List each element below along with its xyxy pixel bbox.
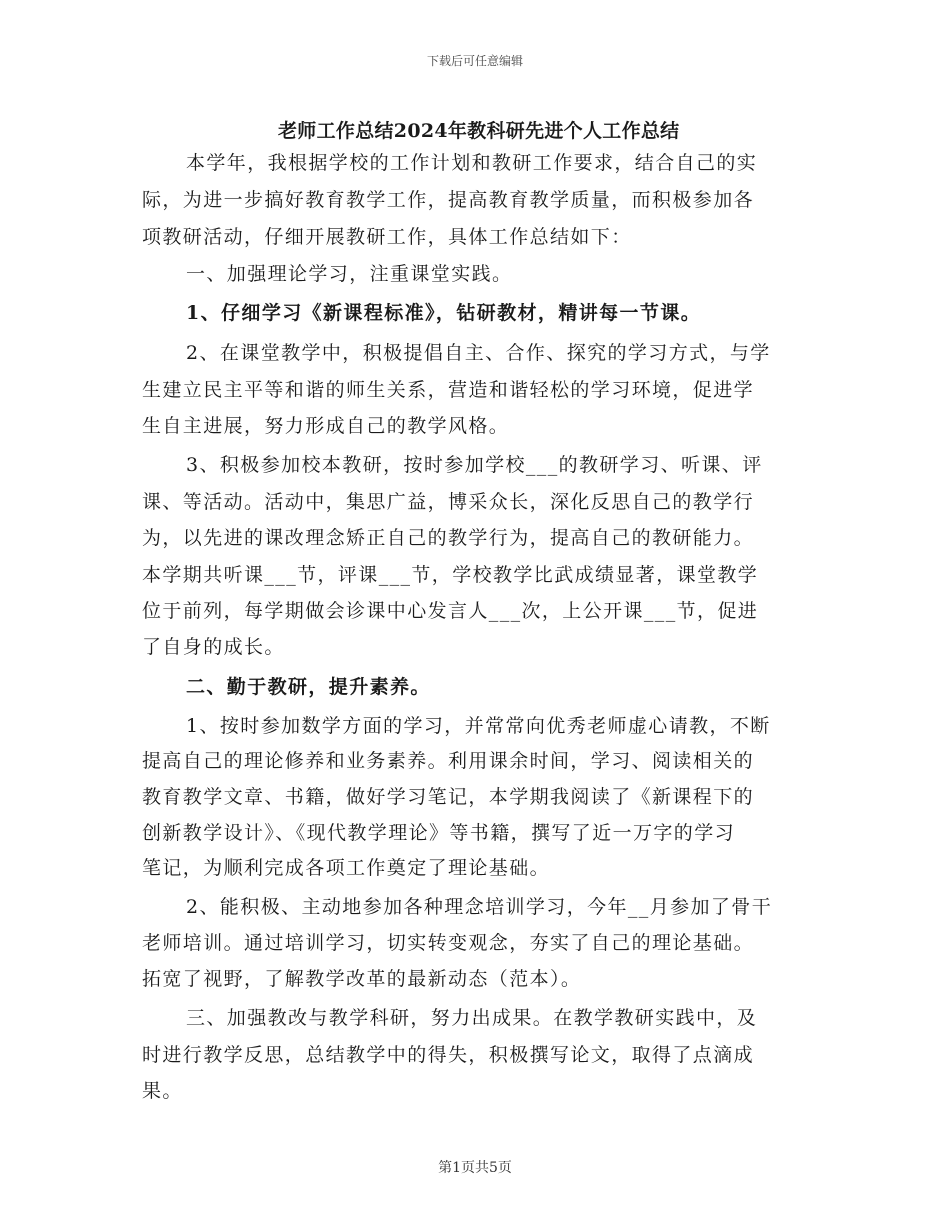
paragraph-line: 笔记，为顺利完成各项工作奠定了理论基础。 bbox=[142, 857, 551, 879]
paragraph-line: 1、按时参加数学方面的学习，并常常向优秀老师虚心请教，不断 bbox=[186, 715, 771, 737]
bold-section-heading: 二、勤于教研，提升素养。 bbox=[186, 676, 431, 698]
section-heading: 三、加强教改与教学科研，努力出成果。在教学教研实践中，及 bbox=[186, 1007, 758, 1029]
paragraph-line: 项教研活动，仔细开展教研工作，具体工作总结如下： bbox=[142, 226, 632, 248]
paragraph-line: 3、积极参加校本教研，按时参加学校___的教研学习、听课、评 bbox=[186, 454, 763, 476]
paragraph-line: 本学年，我根据学校的工作计划和教研工作要求，结合自己的实 bbox=[186, 152, 758, 174]
paragraph-line: 创新教学设计》、《现代教学理论》等书籍，撰写了近一万字的学习 bbox=[142, 822, 736, 844]
paragraph-line: 提高自己的理论修养和业务素养。利用课余时间，学习、阅读相关的 bbox=[142, 750, 755, 772]
paragraph-line: 为，以先进的课改理念矫正自己的教学行为，提高自己的教研能力。 bbox=[142, 527, 755, 549]
section-heading: 一、加强理论学习，注重课堂实践。 bbox=[186, 263, 513, 285]
page-footer: 第1页共5页 bbox=[438, 1160, 512, 1176]
page-header: 下载后可任意编辑 bbox=[426, 54, 523, 68]
bold-subheading: 1、仔细学习《新课程标准》，钻研教材，精讲每一节课。 bbox=[186, 302, 702, 324]
paragraph-line: 时进行教学反思，总结教学中的得失，积极撰写论文，取得了点滴成 bbox=[142, 1044, 755, 1066]
paragraph-line: 生建立民主平等和谐的师生关系，营造和谐轻松的学习环境，促进学 bbox=[142, 379, 755, 401]
paragraph-line: 生自主进展，努力形成自己的教学风格。 bbox=[142, 415, 510, 437]
paragraph-line: 位于前列，每学期做会诊课中心发言人___次，上公开课___节，促进 bbox=[142, 600, 759, 622]
paragraph-line: 际，为进一步搞好教育教学工作，提高教育教学质量，而积极参加各 bbox=[142, 189, 755, 211]
paragraph-line: 老师培训。通过培训学习，切实转变观念，夯实了自己的理论基础。 bbox=[142, 932, 755, 954]
paragraph-line: 课、等活动。活动中，集思广益，博采众长，深化反思自己的教学行 bbox=[142, 491, 755, 513]
paragraph-line: 果。 bbox=[142, 1080, 183, 1102]
paragraph-line: 本学期共听课___节，评课___节，学校教学比武成绩显著，课堂教学 bbox=[142, 564, 759, 586]
paragraph-line: 2、在课堂教学中，积极提倡自主、合作、探究的学习方式，与学 bbox=[186, 342, 771, 364]
paragraph-line: 教育教学文章、书籍，做好学习笔记，本学期我阅读了《新课程下的 bbox=[142, 786, 755, 808]
paragraph-line: 2、能积极、主动地参加各种理念培训学习，今年__月参加了骨干 bbox=[186, 896, 773, 918]
document-title: 老师工作总结2024年教科研先进个人工作总结 bbox=[278, 120, 680, 142]
paragraph-line: 了自身的成长。 bbox=[142, 636, 285, 658]
paragraph-line: 拓宽了视野，了解教学改革的最新动态（范本）。 bbox=[142, 968, 582, 990]
